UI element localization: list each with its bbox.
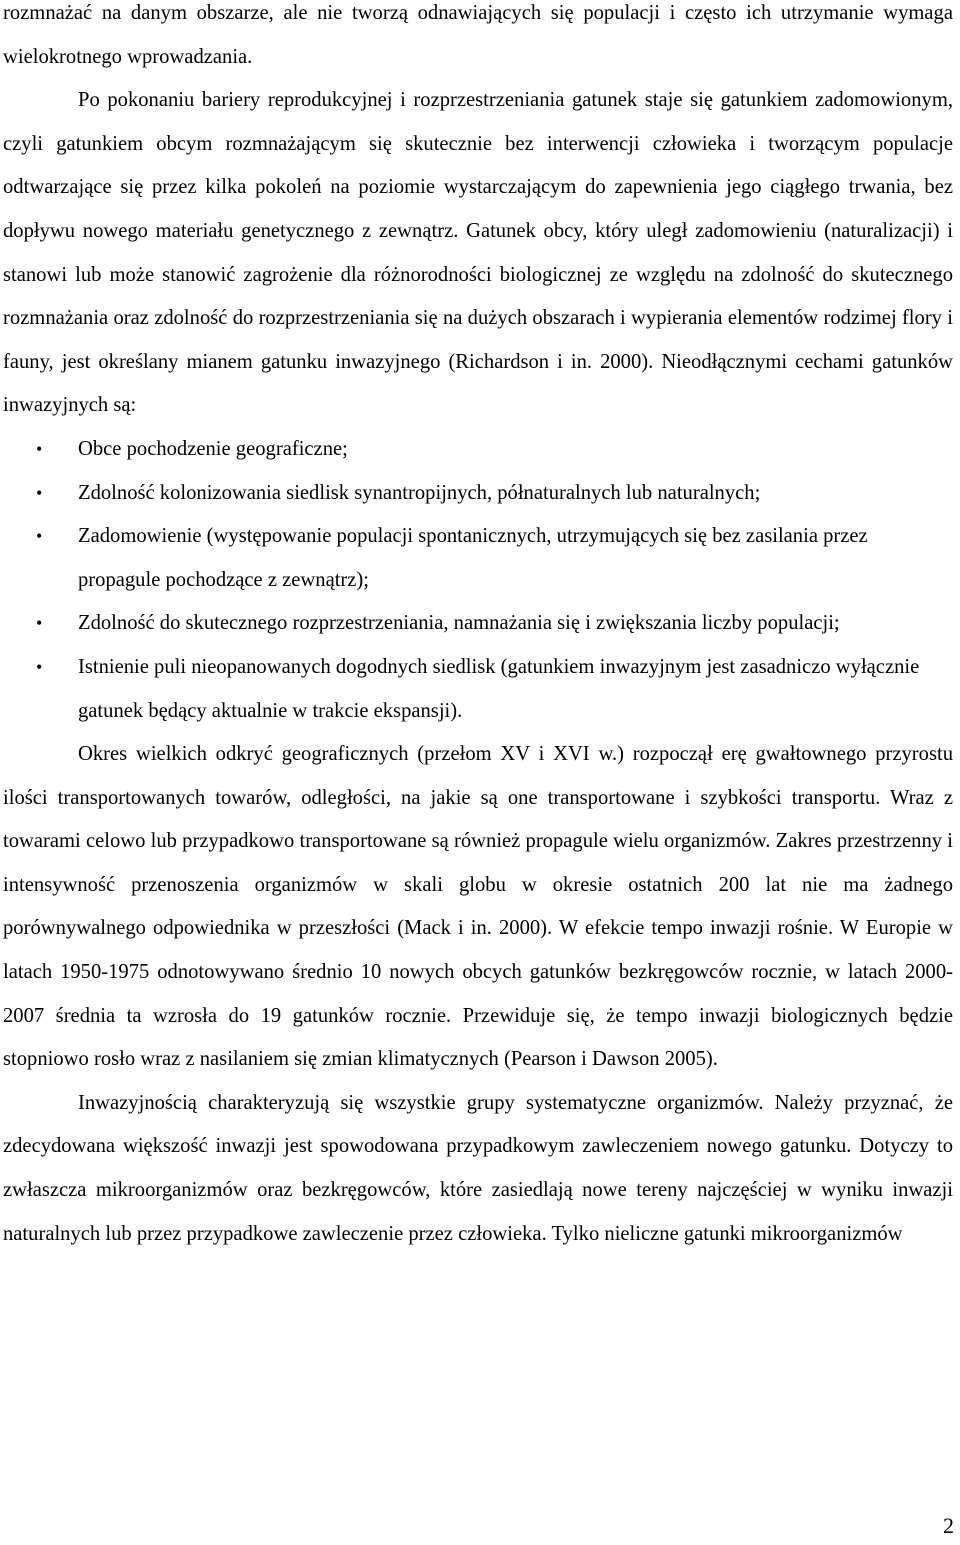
list-item [3,515,953,602]
invasive-traits-list [3,428,953,733]
bullet-icon: • [36,613,43,634]
bullet-icon: • [36,438,43,459]
paragraph-continuation: rozmnażać na danym obszarze, ale nie tworzą odnawiających się populacji i często ich utrzymanie wymaga wielokrotnego wprowadzania. [3,2,953,68]
list-item-text: Zdolność do skutecznego rozprzestrzeniania, namnażania się i zwiększania liczby populacji; [78,612,840,635]
document-page [3,0,953,1256]
list-item [3,602,953,646]
list-item-text: Istnienie puli nieopanowanych dogodnych siedlisk (gatunkiem inwazyjnym jest zasadniczo wyłącznie gatunek będący aktualnie w trakcie ekspansji). [78,655,920,722]
page-number: 2 [943,1513,954,1538]
bullet-icon: • [36,482,43,503]
list-item [3,646,953,733]
paragraph-invasiveness: Inwazyjnością charakteryzują się wszystkie grupy systematyczne organizmów. Należy przyznać, że zdecydowana większość inwazji jest spowodowana przypadkowym zawleczeniem nowego gatunku. Dotyczy to zwłaszcza mikroorganizmów oraz bezkręgowców, które zasiedlają nowe tereny najczęściej w wyniku inwazji naturalnych lub przez przypadkowe zawleczenie przez człowieka. Tylko nieliczne gatunki mikroorganizmów [3,1091,953,1245]
list-item-text: Obce pochodzenie geograficzne; [78,437,348,460]
paragraph-discoveries: Okres wielkich odkryć geograficznych (przełom XV i XVI w.) rozpoczął erę gwałtownego przyrostu ilości transportowanych towarów, odległości, na jakie są one transportowane i szybkości transportu. Wraz z towarami celowo lub przypadkowo transportowane są również propagule wielu organizmów. Zakres przestrzenny i intensywność przenoszenia organizmów w skali globu w okresie ostatnich 200 lat nie ma żadnego porównywalnego odpowiednika w przeszłości (Mack i in. 2000). W efekcie tempo inwazji rośnie. W Europie w latach 1950-1975 odnotowywano średnio 10 nowych obcych gatunków bezkręgowców rocznie, w latach 2000-2007 średnia ta wzrosła do 19 gatunków rocznie. Przewiduje się, że tempo inwazji biologicznych będzie stopniowo rosło wraz z nasilaniem się zmian klimatycznych (Pearson i Dawson 2005). [3,743,953,1071]
list-item-text: Zdolność kolonizowania siedlisk synantropijnych, półnaturalnych lub naturalnych; [78,481,761,504]
bullet-icon: • [36,656,43,677]
list-item [3,428,953,472]
paragraph-naturalized-species: Po pokonaniu bariery reprodukcyjnej i rozprzestrzeniania gatunek staje się gatunkiem zadomowionym, czyli gatunkiem obcym rozmnażającym się skutecznie bez interwencji człowieka i tworzącym populacje odtwarzające się przez kilka pokoleń na poziomie wystarczającym do zapewnienia jego ciągłego trwania, bez dopływu nowego materiału genetycznego z zewnątrz. Gatunek obcy, który uległ zadomowieniu (naturalizacji) i stanowi lub może stanowić zagrożenie dla różnorodności biologicznej ze względu na zdolność do skutecznego rozmnażania oraz zdolność do rozprzestrzeniania się na dużych obszarach i wypierania elementów rodzimej flory i fauny, jest określany mianem gatunku inwazyjnego (Richardson i in. 2000). Nieodłącznymi cechami gatunków inwazyjnych są: [3,89,953,417]
bullet-icon: • [36,526,43,547]
list-item [3,472,953,516]
list-item-text: Zadomowienie (występowanie populacji spontanicznych, utrzymujących się bez zasilania przez propagule pochodzące z zewnątrz); [78,525,868,591]
